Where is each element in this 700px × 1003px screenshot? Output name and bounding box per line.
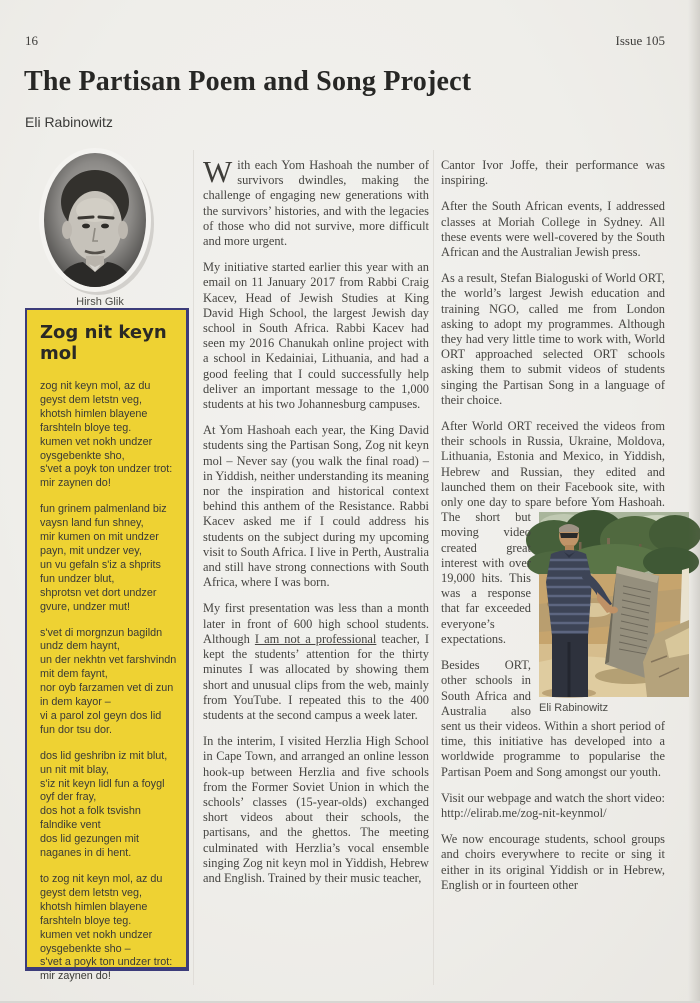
paragraph xyxy=(441,832,665,893)
paragraph-text: Besides ORT, other schools in South Africa and Australia also sent us their videos. Within a short period of time, this initiative has developed into a worldwide programme to popularise the Partisan Poem and Song amongst our youth. xyxy=(441,658,665,779)
drop-cap: W xyxy=(203,154,233,189)
right-column xyxy=(441,158,665,1003)
poem-line: farshteln bloye teg. xyxy=(40,421,132,434)
eli-photo-figure xyxy=(539,512,689,716)
poem-line: fun grinem palmenland biz xyxy=(40,503,167,516)
paragraph-text: I am not a professional xyxy=(254,631,377,646)
paragraph xyxy=(441,199,665,260)
paragraph-text: After World ORT received the videos from their schools in Russia, Ukraine, Moldova, Lithuania, Estonia and Mexico, in Yiddish, Hebrew and Russian, they edited and launched them on their Facebook site, with only one day to spare before Yom xyxy=(441,419,665,510)
poem-line: naganes in di hent. xyxy=(40,847,132,860)
poem-stanza xyxy=(40,750,180,861)
photo-caption: Eli Rabinowitz xyxy=(539,702,609,715)
memorial-photo-illustration xyxy=(539,512,689,697)
poem-line: vi a parol zol geyn dos lid xyxy=(40,709,162,722)
eli-rabinowitz-photo xyxy=(539,512,689,697)
poem-line: mir zaynen do! xyxy=(40,477,111,490)
paragraph-text: At Yom Hashoah each year, the King David students sing the Partisan Song, Zog nit keyn mol – Never say (you walk the final road) – in Yiddish, neither understanding its meaning nor the inspiration and historical context behind this anthem of the Resistance. Rabbi Kacev asked me if I could address his students on the subject during my upcoming visit to South Africa. I live in Perth, Australia and still have strong connections with South Africa, where I was born. xyxy=(203,423,429,590)
page-number: 16 xyxy=(25,33,38,48)
right-column-top xyxy=(441,158,665,408)
poem-stanzas xyxy=(40,380,180,984)
poem-stanza xyxy=(40,627,180,738)
poem-line: s'vet di morgnzun bagildn xyxy=(40,626,163,639)
column-rule xyxy=(193,150,194,985)
poem-line: un der nekhtn vet farshvindn xyxy=(40,654,177,667)
poem-line: oysgebenkte sho – xyxy=(40,942,131,955)
paragraph xyxy=(203,734,429,886)
paragraph-text: We now encourage students, school groups and choirs everywhere to recite or sing it either in its original Yiddish or in Hebrew, English or in fourteen other xyxy=(441,832,665,892)
poem-line: kumen vet nokh undzer xyxy=(40,435,153,448)
poem-line: undz dem haynt, xyxy=(40,640,120,653)
byline: Eli Rabinowitz xyxy=(25,114,113,130)
poem-line: oysgebenkte sho, xyxy=(40,449,125,462)
poem-line: un nit mit blay, xyxy=(40,763,109,776)
poem-line: un vu gefaln s'iz a shprits xyxy=(40,558,161,571)
poem-line: vaysn land fun shney, xyxy=(40,517,144,530)
paragraph-text: As a result, Stefan Bialoguski of World ORT, the world’s largest Jewish education and training NGO, called me from London asking to adopt my programmes. Although they had very little time to work with, World ORT approached selected ORT schools asking them to submit videos of students singing the Partisan Song in a language of their choice. xyxy=(441,271,665,407)
poem-line: s'vet a poyk ton undzer trot: xyxy=(40,463,173,476)
poem-box xyxy=(25,308,189,983)
poem-line: shprotsn vet dort undzer xyxy=(40,586,157,599)
poem-line: dos hot a folk tsvishn xyxy=(40,805,141,818)
poem-line: mir zaynen do! xyxy=(40,970,111,983)
paragraph-text: ith each Yom Hashoah the number of survivors dwindles, making the challenge of engaging new generations with the survivors’ histories, and with the legacies of those who did not survive, more difficult and more urgent. xyxy=(203,158,429,249)
paragraph xyxy=(441,791,665,821)
poem-line: dos lid gezungen mit xyxy=(40,833,140,846)
paragraph-text: After the South African events, I addressed classes at Moriah College in Sydney. All these events were well-covered by the South African and the Australian Jewish press. xyxy=(441,199,665,260)
poem-line: nor oyb farzamen vet di zun xyxy=(40,682,174,695)
paragraph xyxy=(441,158,665,188)
poem-line: payn, mit undzer vey, xyxy=(40,544,142,557)
paragraph xyxy=(203,423,429,590)
poem-line: s'vet a poyk ton undzer trot: xyxy=(40,956,173,969)
paragraph xyxy=(203,601,429,723)
paragraph-text: My first presentation was less than a month later in front of 600 high school students. Although xyxy=(203,601,429,646)
poem-line: falndike vent xyxy=(40,819,101,832)
poem-line: geyst dem letstn veg, xyxy=(40,393,143,406)
poem-stanza xyxy=(40,503,180,614)
portrait-caption: Hirsh Glik xyxy=(76,296,124,308)
poem-line: mit dem faynt, xyxy=(40,668,108,681)
poem-line: fun dor tsu dor. xyxy=(40,723,113,736)
paragraph-text: In the interim, I visited Herzlia High School in Cape Town, and arranged an online lesson hook-up between Herzlia and five schools from the Former Soviet Union in which the schools’ classes (15-year-olds) exchanged short videos about their schools, the partisans, and the ghettos. The meeting culminated with Herzlia’s vocal ensemble singing Zog nit keyn mol in Yiddish, Hebrew and English. Trained by their music teacher, xyxy=(203,734,429,885)
poem-line: zog nit keyn mol, az du xyxy=(40,380,151,392)
issue-label: Issue 105 xyxy=(615,33,665,48)
poem-stanza xyxy=(40,873,180,984)
article-title: The Partisan Poem and Song Project xyxy=(24,66,472,97)
paragraph-text: Cantor Ivor Joffe, their performance was inspiring. xyxy=(441,158,665,188)
poem-line: dos lid geshribn iz mit blut, xyxy=(40,749,168,762)
poem-line: to zog nit keyn mol, az du xyxy=(40,873,163,885)
paragraph-text: http://elirab.me/zog-nit-keynmol/ xyxy=(441,805,607,820)
poem-title: Zog nit keyn mol xyxy=(40,322,167,364)
poem-line: khotsh himlen blayene xyxy=(40,407,148,420)
poem-line: mir kumen on mit undzer xyxy=(40,531,159,544)
page-edge-shadow xyxy=(688,0,700,1001)
poem-line: farshteln bloye teg. xyxy=(40,914,132,927)
poem-line: s'iz nit keyn lidl fun a foygl xyxy=(40,777,165,790)
paragraph xyxy=(441,419,665,715)
poem-line: fun undzer blut, xyxy=(40,572,115,585)
paragraph xyxy=(203,260,429,412)
paragraph-text: teacher, I kept the students’ attention for the thirty minutes I was allocated by showing them short and unusual clips from the web, mainly from YouTube. I repeated this to the 400 students at the second campus a week later. xyxy=(203,631,429,722)
middle-column xyxy=(203,154,429,1003)
paragraph-text: My initiative started earlier this year with an email on 11 January 2017 from Rabbi Craig Kacev, Head of Jewish Studies at King David High School, the largest Jewish day school in South Africa. Rabbi Kacev had seen my 2016 Chanukah online project with a school in Kedainiai, Lithuania, and had a good feeling that I could successfully help deliver an important message to the 1,000 students at his two Johannesburg campuses. xyxy=(203,260,429,412)
poem-line: kumen vet nokh undzer xyxy=(40,928,153,941)
hirsh-glik-portrait xyxy=(37,146,153,294)
column-rule xyxy=(433,150,434,985)
running-head xyxy=(25,33,665,49)
paragraph-text: Visit our webpage and watch the short video: xyxy=(441,790,665,805)
paragraph xyxy=(441,271,665,408)
poem-line: gvure, undzer mut! xyxy=(40,600,131,613)
poem-line: oyf der fray, xyxy=(40,791,97,804)
poem-stanza xyxy=(40,380,180,491)
paragraph-text: Hashoah. The short but moving video created great interest with over 19,000 hits. This was a response that far exceeded everyone’s expectations. xyxy=(441,495,665,646)
portrait-photo-illustration xyxy=(37,146,153,294)
paragraph xyxy=(203,154,429,249)
poem-line: in dem kayor – xyxy=(40,696,111,709)
poem-line: geyst dem letstn veg, xyxy=(40,886,143,899)
poem-line: khotsh himlen blayene xyxy=(40,900,148,913)
